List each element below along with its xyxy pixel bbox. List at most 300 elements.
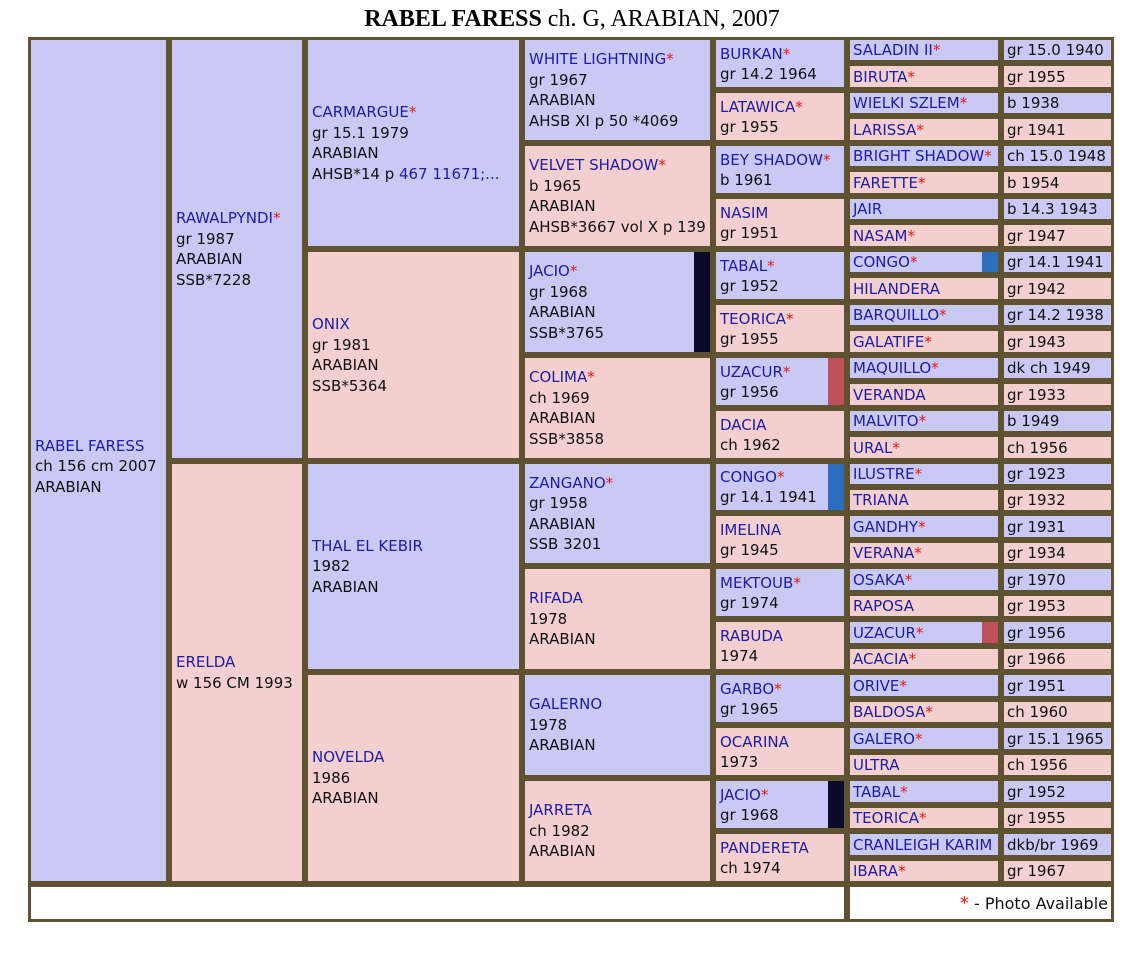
horse-name[interactable]: ACACIA [853, 650, 909, 668]
photo-available-star: * [774, 679, 782, 698]
legend-text: - Photo Available [968, 894, 1108, 913]
horse-name-link[interactable] [853, 121, 924, 139]
horse-name-link[interactable] [853, 439, 900, 457]
horse-name-link[interactable] [853, 809, 927, 827]
photo-available-star: * [907, 67, 915, 86]
horse-name-link[interactable] [529, 155, 706, 176]
gen5-name-cell [847, 646, 1001, 672]
horse-name[interactable]: HILANDERA [853, 279, 940, 298]
gen5-name-cell [847, 355, 1001, 381]
horse-detail: gr 1981 [312, 335, 371, 354]
horse-name-link[interactable] [176, 652, 298, 673]
photo-available-star: * [666, 50, 674, 68]
gen5-name-cell [847, 513, 1001, 540]
horse-name-link[interactable] [853, 94, 967, 112]
horse-detail: gr 1974 [720, 593, 779, 612]
photo-available-star: * [408, 103, 417, 121]
gen5-name-cell [847, 143, 1001, 169]
horse-name[interactable]: BRIGHT SHADOW [853, 147, 985, 165]
horse-name[interactable]: UZACUR [853, 623, 916, 642]
gen5-detail-cell: gr 1951 [1001, 672, 1114, 699]
gen5-name-cell [847, 302, 1001, 328]
photo-available-star: * [899, 676, 907, 695]
horse-name-link[interactable] [529, 800, 706, 821]
gen4-cell [713, 778, 847, 831]
horse-detail: 1974 [720, 646, 759, 665]
gen5-detail-cell: gr 1956 [1001, 619, 1114, 646]
horse-name-link[interactable] [312, 102, 515, 123]
horse-name[interactable]: WHITE LIGHTNING [529, 50, 667, 68]
horse-name-link[interactable] [853, 650, 916, 668]
gen5-detail-cell: gr 1970 [1001, 566, 1114, 593]
horse-name-link[interactable] [853, 386, 926, 404]
horse-detail: ARABIAN [312, 577, 379, 596]
horse-name-link[interactable] [853, 359, 939, 377]
horse-name[interactable]: ORIVE [853, 676, 900, 695]
gen5-detail-cell: gr 15.1 1965 [1001, 725, 1114, 752]
gen5-detail-cell: gr 1941 [1001, 116, 1114, 143]
horse-name[interactable]: VERANA [853, 544, 915, 562]
gen5-name-cell [847, 381, 1001, 408]
horse-name[interactable]: NASIM [720, 203, 769, 222]
horse-name[interactable]: BEY SHADOW [720, 150, 823, 169]
horse-name-link[interactable] [529, 261, 688, 282]
color-swatch-black [694, 252, 710, 352]
horse-name[interactable]: IBARA [853, 862, 899, 880]
horse-detail: gr 1968 [720, 805, 779, 824]
horse-name-link[interactable] [312, 536, 515, 557]
horse-detail: SSB*3858 [529, 429, 605, 448]
horse-name-link[interactable] [853, 783, 908, 801]
gen4-cell [713, 37, 847, 90]
photo-available-star: * [909, 253, 918, 271]
horse-name[interactable]: CONGO [720, 468, 777, 486]
gen5-name-cell [847, 619, 1001, 646]
horse-name[interactable]: ILUSTRE [853, 465, 915, 483]
registration-prefix: AHSB*14 p [312, 164, 399, 183]
horse-detail: 1982 [312, 557, 351, 576]
photo-available-star: * [569, 262, 578, 280]
gen4-cell [713, 143, 847, 196]
gen5-name-cell [847, 90, 1001, 116]
horse-name[interactable]: JACIO [529, 262, 570, 280]
horse-name-link[interactable] [853, 836, 992, 854]
horse-name[interactable]: UZACUR [720, 362, 783, 381]
gen5-name-cell [847, 37, 1001, 63]
gen5-name-cell [847, 63, 1001, 90]
photo-available-star: * [795, 97, 803, 116]
gen5-detail-cell: gr 14.2 1938 [1001, 302, 1114, 328]
gen5-detail-cell: b 1938 [1001, 90, 1114, 116]
horse-name[interactable]: IMELINA [720, 520, 782, 539]
horse-detail: AHSB*3667 vol X p 139 [529, 217, 706, 236]
photo-available-star: * [898, 862, 906, 880]
horse-detail: gr 1955 [720, 117, 779, 136]
horse-name[interactable]: RIFADA [529, 589, 583, 608]
horse-name-link[interactable] [720, 204, 768, 222]
gen5-detail-cell: gr 1955 [1001, 63, 1114, 90]
photo-available-star: * [786, 309, 794, 328]
horse-detail: ch 1962 [720, 435, 781, 454]
horse-name[interactable]: BURKAN [720, 44, 783, 63]
horse-name-link[interactable] [853, 465, 922, 483]
gen3-cell [522, 672, 713, 778]
horse-name[interactable]: CRANLEIGH KARIM [853, 835, 993, 854]
photo-available-star: * [919, 809, 927, 827]
color-swatch-black [828, 781, 844, 828]
horse-detail: SSB*5364 [312, 376, 388, 395]
page-title-horse-name: RABEL FARESS [364, 6, 542, 32]
horse-name[interactable]: JACIO [720, 785, 761, 804]
horse-name-link[interactable] [176, 208, 298, 229]
gen3-cell [522, 143, 713, 249]
horse-name-link[interactable] [853, 677, 907, 695]
horse-detail: ARABIAN [35, 477, 102, 496]
horse-detail: gr 1967 [529, 70, 588, 89]
horse-name[interactable]: RAPOSA [853, 597, 914, 615]
photo-available-star: * [918, 517, 926, 536]
horse-name-link[interactable] [853, 571, 912, 589]
color-swatch-blue [828, 464, 844, 510]
horse-name-link[interactable] [853, 280, 940, 298]
color-swatch-blue [982, 252, 998, 272]
horse-detail: gr 1952 [720, 276, 779, 295]
horse-detail: ch 1974 [720, 858, 781, 877]
horse-name[interactable]: ZANGANO [529, 473, 606, 492]
gen4-cell [713, 196, 847, 249]
horse-detail: 1973 [720, 752, 759, 771]
gen5-name-cell [847, 858, 1001, 884]
horse-detail: w 156 CM 1993 [176, 673, 293, 692]
photo-available-star: * [918, 412, 927, 430]
horse-name-link[interactable] [720, 733, 789, 751]
photo-available-star: * [658, 156, 666, 174]
gen5-detail-cell: gr 1931 [1001, 513, 1114, 540]
legend-star: * [959, 893, 969, 914]
horse-detail: gr 1945 [720, 540, 779, 559]
horse-detail: gr 1958 [529, 494, 588, 512]
horse-name[interactable]: JAIR [853, 200, 883, 218]
gen3-cell [522, 249, 713, 355]
gen3-cell [522, 461, 713, 566]
gen5-detail-cell: gr 1942 [1001, 275, 1114, 302]
horse-detail: gr 1951 [720, 223, 779, 242]
gen1-cell [169, 37, 305, 461]
horse-detail: ARABIAN [529, 303, 596, 321]
registration-line [312, 164, 515, 185]
gen5-detail-cell: gr 15.0 1940 [1001, 37, 1114, 63]
photo-available-star: * [931, 359, 939, 377]
horse-name-link[interactable] [853, 227, 915, 245]
horse-detail: ARABIAN [529, 197, 596, 215]
horse-name[interactable]: LATAWICA [720, 97, 796, 116]
horse-name-link[interactable] [720, 416, 766, 434]
horse-name-link[interactable] [720, 521, 781, 539]
horse-name-link[interactable] [720, 680, 782, 698]
horse-name-link[interactable] [529, 694, 706, 715]
horse-name-link[interactable] [720, 151, 830, 169]
horse-detail: gr 1968 [529, 282, 588, 301]
gen3-cell [522, 778, 713, 884]
horse-name-link[interactable] [853, 306, 947, 324]
gen3-cell [522, 355, 713, 461]
horse-name[interactable]: RABEL FARESS [35, 436, 145, 455]
gen5-detail-cell: gr 1955 [1001, 805, 1114, 831]
gen5-name-cell [847, 461, 1001, 487]
horse-detail: ARABIAN [312, 356, 379, 374]
horse-name[interactable]: BIRUTA [853, 67, 908, 86]
horse-name-link[interactable] [853, 730, 922, 748]
gen5-name-cell [847, 222, 1001, 249]
horse-name[interactable]: WIELKI SZLEM [853, 94, 960, 112]
gen5-name-cell [847, 566, 1001, 593]
horse-name[interactable]: URAL [853, 438, 893, 457]
horse-name[interactable]: VELVET SHADOW [529, 156, 659, 174]
gen5-name-cell [847, 434, 1001, 461]
horse-detail: SSB 3201 [529, 535, 602, 553]
horse-name-link[interactable] [312, 747, 515, 768]
page-title-description: ch. G, ARABIAN, 2007 [547, 6, 780, 32]
gen5-name-cell [847, 805, 1001, 831]
horse-detail: 1978 [529, 715, 568, 734]
horse-name[interactable]: TRIANA [853, 491, 909, 509]
gen5-name-cell [847, 275, 1001, 302]
horse-detail: ARABIAN [312, 144, 379, 162]
horse-name[interactable]: CARMARGUE [312, 103, 409, 121]
gen4-cell [713, 355, 847, 408]
gen5-detail-cell: ch 1956 [1001, 752, 1114, 778]
photo-available-star: * [932, 41, 941, 59]
horse-name[interactable]: THAL EL KEBIR [312, 536, 423, 555]
gen5-name-cell [847, 699, 1001, 725]
horse-name-link[interactable] [853, 333, 932, 351]
horse-name-link[interactable] [853, 703, 933, 721]
horse-name[interactable]: GALATIFE [853, 332, 925, 351]
horse-name[interactable]: NOVELDA [312, 748, 385, 767]
horse-name[interactable]: LARISSA [853, 120, 917, 139]
horse-name[interactable]: NASAM [853, 226, 908, 245]
gen5-detail-cell: ch 1956 [1001, 434, 1114, 461]
gen5-detail-cell: ch 1960 [1001, 699, 1114, 725]
horse-name[interactable]: GARBO [720, 679, 775, 698]
horse-name[interactable]: VERANDA [853, 385, 926, 404]
photo-available-star: * [782, 362, 791, 381]
horse-name-link[interactable] [529, 588, 706, 609]
horse-detail: ch 1982 [529, 821, 590, 840]
horse-detail: ARABIAN [529, 842, 596, 861]
horse-detail: SSB*3765 [529, 323, 605, 342]
gen2-cell [305, 37, 522, 249]
horse-name-link[interactable] [720, 45, 790, 63]
footer-empty-cell [28, 884, 847, 922]
gen3-cell [522, 37, 713, 143]
gen5-detail-cell: gr 1952 [1001, 778, 1114, 805]
horse-name-link[interactable] [853, 491, 909, 509]
gen5-name-cell [847, 487, 1001, 513]
horse-detail: gr 1955 [720, 329, 779, 348]
gen5-name-cell [847, 540, 1001, 566]
gen4-cell [713, 408, 847, 461]
photo-available-star: * [892, 438, 900, 457]
horse-name-link[interactable] [720, 98, 803, 116]
horse-detail: ARABIAN [529, 736, 596, 755]
photo-available-star: * [917, 173, 926, 192]
horse-name[interactable]: TABAL [853, 782, 901, 801]
horse-name-link[interactable] [35, 436, 162, 457]
photo-available-star: * [939, 306, 947, 324]
gen5-detail-cell: gr 1932 [1001, 487, 1114, 513]
horse-name-link[interactable] [312, 314, 515, 335]
gen5-name-cell [847, 672, 1001, 699]
horse-name[interactable]: SALADIN II [853, 41, 933, 59]
gen5-name-cell [847, 328, 1001, 355]
photo-available-star: * [914, 544, 922, 562]
horse-name-link[interactable] [853, 544, 922, 562]
horse-name[interactable]: BARQUILLO [853, 306, 940, 324]
photo-available-star: * [914, 729, 923, 748]
horse-name-link[interactable] [853, 147, 992, 165]
horse-name-link[interactable] [720, 257, 775, 275]
horse-name-link[interactable] [853, 597, 914, 615]
gen5-detail-cell: dkb/br 1969 [1001, 831, 1114, 858]
color-swatch-red [828, 358, 844, 405]
horse-name[interactable]: ONIX [312, 315, 350, 333]
horse-name-link[interactable] [720, 839, 809, 857]
horse-name[interactable]: FARETTE [853, 173, 918, 192]
gen5-detail-cell: gr 1953 [1001, 593, 1114, 619]
gen5-name-cell [847, 116, 1001, 143]
horse-name-link[interactable] [529, 473, 706, 494]
horse-name-link[interactable] [853, 624, 923, 642]
horse-name-link[interactable] [853, 412, 926, 430]
gen5-detail-cell: gr 14.1 1941 [1001, 249, 1114, 275]
photo-available-star: * [587, 368, 595, 386]
photo-available-star: * [760, 785, 769, 804]
photo-available-star: * [916, 120, 924, 139]
horse-name[interactable]: GALERO [853, 729, 915, 748]
photo-available-star: * [822, 150, 831, 169]
horse-name-link[interactable] [853, 174, 925, 192]
horse-name[interactable]: RAWALPYNDI [176, 209, 273, 227]
gen5-name-cell [847, 752, 1001, 778]
horse-name-link[interactable] [720, 310, 794, 328]
photo-available-star: * [915, 623, 924, 642]
photo-available-star: * [782, 44, 791, 63]
gen5-detail-cell: b 1954 [1001, 169, 1114, 196]
gen4-cell [713, 249, 847, 302]
horse-detail: gr 1965 [720, 699, 779, 718]
horse-detail: gr 1956 [720, 382, 779, 401]
gen5-detail-cell: dk ch 1949 [1001, 355, 1114, 381]
horse-detail: ch 1969 [529, 388, 590, 407]
gen5-name-cell [847, 725, 1001, 752]
horse-name-link[interactable] [720, 786, 768, 804]
horse-name-link[interactable] [853, 862, 906, 880]
horse-name[interactable]: GANDHY [853, 517, 919, 536]
horse-name[interactable]: TEORICA [853, 809, 920, 827]
horse-detail: ARABIAN [529, 91, 596, 109]
color-swatch-red [982, 622, 998, 643]
horse-name[interactable]: RABUDA [720, 626, 783, 645]
horse-name[interactable]: GALERNO [529, 695, 603, 714]
subject-cell [28, 37, 169, 884]
horse-name[interactable]: MALVITO [853, 412, 919, 430]
horse-name[interactable]: OSAKA [853, 570, 905, 589]
gen5-detail-cell: ch 15.0 1948 [1001, 143, 1114, 169]
photo-available-star: * [904, 570, 913, 589]
horse-name[interactable]: BALDOSA [853, 703, 926, 721]
horse-name[interactable]: COLIMA [529, 368, 588, 386]
horse-name[interactable]: MAQUILLO [853, 359, 932, 377]
gen5-detail-cell: b 1949 [1001, 408, 1114, 434]
horse-name-link[interactable] [853, 756, 900, 774]
photo-available-star: * [914, 465, 923, 483]
gen2-cell [305, 461, 522, 672]
horse-name-link[interactable] [529, 49, 706, 70]
horse-name-link[interactable] [720, 627, 783, 645]
horse-name[interactable]: MEKTOUB [720, 573, 794, 592]
gen4-cell [713, 672, 847, 725]
horse-name[interactable]: PANDERETA [720, 838, 809, 857]
photo-available-star: * [907, 226, 915, 245]
horse-detail: ARABIAN [529, 630, 596, 649]
photo-available-star: * [925, 703, 933, 721]
horse-detail: AHSB XI p 50 *4069 [529, 111, 679, 130]
horse-name[interactable]: CONGO [853, 253, 910, 271]
gen4-cell [713, 619, 847, 672]
gen4-cell [713, 461, 847, 513]
horse-name[interactable]: TABAL [720, 256, 768, 275]
horse-name[interactable]: ULTRA [853, 756, 900, 774]
horse-name-link[interactable] [853, 253, 917, 271]
photo-available-star: * [984, 147, 992, 165]
gen5-detail-cell: gr 1943 [1001, 328, 1114, 355]
registration-link[interactable]: 467 11671;... [399, 164, 500, 183]
photo-available-star: * [900, 782, 908, 801]
legend-cell [847, 884, 1114, 922]
horse-name-link[interactable] [720, 363, 790, 381]
horse-name[interactable]: OCARINA [720, 732, 789, 751]
gen5-name-cell [847, 169, 1001, 196]
horse-detail: b 1965 [529, 176, 582, 195]
photo-available-star: * [793, 573, 801, 592]
gen5-detail-cell: gr 1966 [1001, 646, 1114, 672]
horse-name-link[interactable] [529, 367, 706, 388]
horse-name-link[interactable] [853, 41, 940, 59]
horse-detail: ARABIAN [176, 250, 243, 268]
photo-available-star: * [272, 209, 281, 227]
horse-name-link[interactable] [720, 574, 801, 592]
horse-name-link[interactable] [853, 68, 915, 86]
gen4-cell [713, 725, 847, 778]
gen5-detail-cell: gr 1934 [1001, 540, 1114, 566]
horse-name[interactable]: JARRETA [529, 801, 593, 820]
gen5-detail-cell: gr 1923 [1001, 461, 1114, 487]
horse-detail: ARABIAN [312, 789, 379, 808]
horse-name[interactable]: DACIA [720, 415, 767, 434]
gen3-cell [522, 566, 713, 672]
horse-name[interactable]: TEORICA [720, 309, 787, 328]
horse-name[interactable]: ERELDA [176, 653, 236, 671]
horse-name-link[interactable] [853, 518, 926, 536]
gen2-cell [305, 249, 522, 461]
horse-detail: gr 15.1 1979 [312, 123, 409, 142]
gen4-cell [713, 90, 847, 143]
horse-name-link[interactable] [720, 468, 784, 486]
horse-detail: ch 156 cm 2007 [35, 457, 157, 476]
horse-detail: gr 14.1 1941 [720, 488, 817, 506]
horse-name-link[interactable] [853, 200, 882, 218]
